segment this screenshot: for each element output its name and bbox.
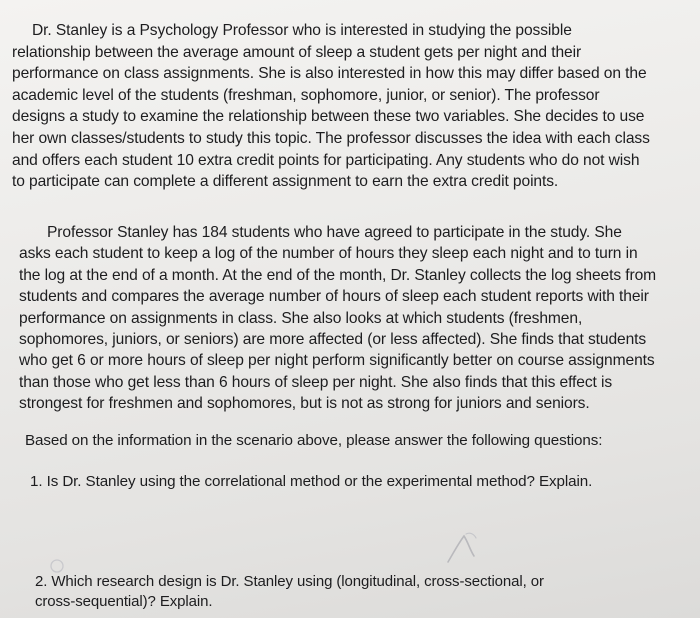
question-1: 1. Is Dr. Stanley using the correlational method or the experimental method? Explain. xyxy=(30,473,593,490)
question-2: 2. Which research design is Dr. Stanley using (longitudinal, cross-sectional, or cross-sequential)? Explain. xyxy=(35,573,544,610)
questions-intro: Based on the information in the scenario above, please answer the following questions: xyxy=(25,432,603,449)
scenario-paragraph-2: Professor Stanley has 184 students who have agreed to participate in the study. She asks each student to keep a log of the number of hours they sleep each night and to turn in the log at the end of a month. At the end of the month, Dr. Stanley collects the log sheets from students and compares the average number of hours of sleep each student reports with their performance on assignments in class. She also looks at which students (freshmen, sophomores, juniors, or seniors) are more affected (or less affected). She finds that students who get 6 or more hours of sleep per night perform significantly better on course assignments than those who get less than 6 hours of sleep per night. She also finds that this effect is strongest for freshmen and sophomores, but is not as strong for juniors and seniors. xyxy=(19,224,657,413)
scenario-paragraph-1: Dr. Stanley is a Psychology Professor who is interested in studying the possible relationship between the average amount of sleep a student gets per night and their performance on class assignments. She is also interested in how this may differ based on the academic level of the students (freshman, sophomore, junior, or senior). The professor designs a study to examine the relationship between these two variables. She decides to use her own classes/students to study this topic. The professor discusses the idea with each class and offers each student 10 extra credit points for participating. Any students who do not wish to participate can complete a different assignment to earn the extra credit points. xyxy=(12,22,650,191)
cursor-scribble-mark xyxy=(440,522,500,572)
